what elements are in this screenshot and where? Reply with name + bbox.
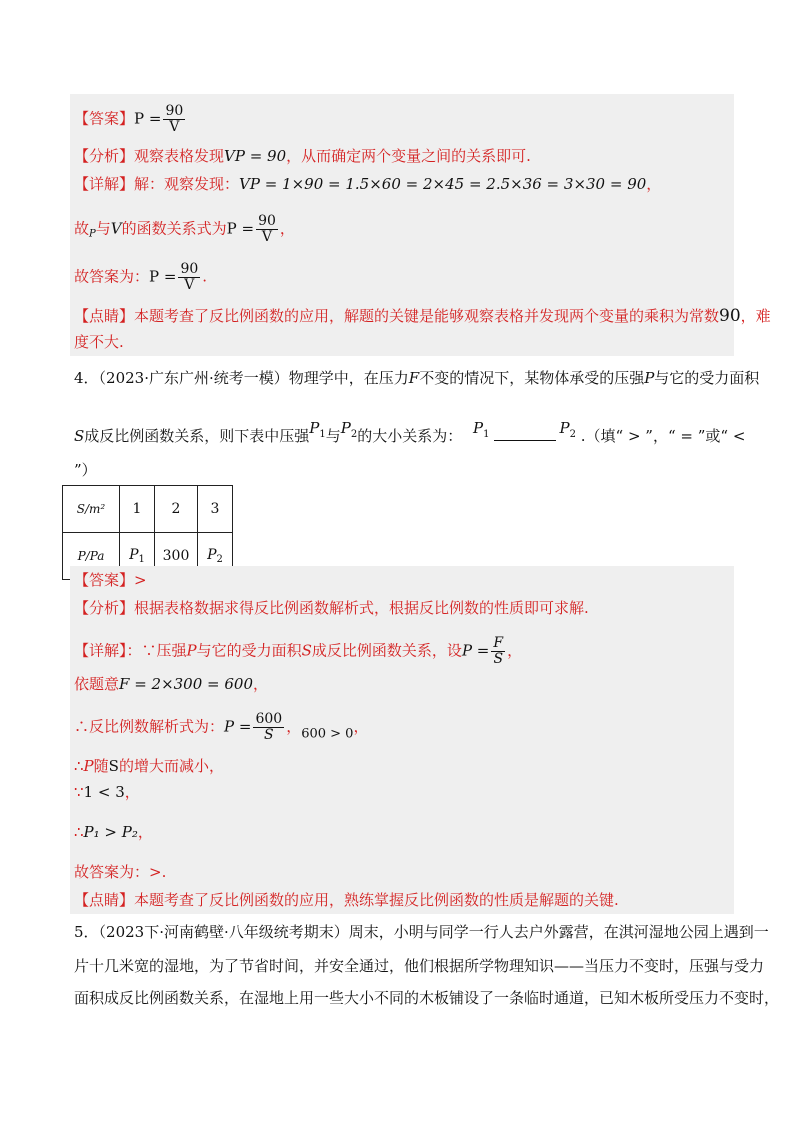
- var-p: P: [644, 369, 655, 387]
- comment-label: 【点睛】: [74, 891, 135, 909]
- text: 成反比例函数关系，设: [311, 641, 462, 660]
- text: 与它的受力面积: [196, 641, 302, 660]
- question-4-line-1: [74, 368, 759, 388]
- detail-line-4f: [74, 822, 153, 842]
- expr: 600 > 0: [301, 726, 354, 742]
- analysis-label: 【分析】: [74, 147, 135, 165]
- comment-label: 【点睛】: [74, 307, 135, 325]
- sub: 1: [319, 429, 326, 440]
- expr: F = 2×300 = 600: [119, 675, 254, 693]
- detail-end: ，: [646, 175, 662, 193]
- var-p2: P: [340, 419, 351, 437]
- detail-line-3c: [74, 262, 207, 293]
- var-p2: P: [559, 419, 570, 437]
- text: .（填“ > ”，“ = ”或“ <: [580, 427, 746, 445]
- detail-line-3b: [74, 214, 295, 245]
- comment-text-2: 度不大.: [74, 333, 124, 351]
- var-s: S: [108, 757, 119, 775]
- text: ，: [253, 675, 269, 693]
- text: 与: [325, 427, 341, 445]
- text: 依题意: [74, 675, 120, 693]
- table-cell: 300: [155, 533, 198, 580]
- detail-line-4b: [74, 674, 268, 694]
- text: 故答案为：: [74, 267, 150, 286]
- text: ，: [507, 641, 523, 660]
- fraction: $\frac{90}{V}$: [180, 261, 199, 293]
- answer-label: 【答案】: [74, 109, 135, 128]
- text: ∴: [74, 823, 84, 841]
- text: ∴: [74, 757, 84, 775]
- analysis-label: 【分析】: [74, 599, 135, 617]
- comment-num: 90: [719, 306, 741, 326]
- text: 与: [95, 219, 111, 238]
- detail-line-4e: [74, 782, 140, 802]
- detail-line-4c: [74, 712, 368, 745]
- expr: P =: [224, 717, 252, 736]
- text: ，: [124, 783, 140, 801]
- text: 5．（2023下·河南鹤壁·八年级统考期末）周末，小明与同学一行人去户外露营，在淇河湿地公园上遇到一: [74, 923, 769, 941]
- fraction: $\frac{F}{S}$: [493, 635, 504, 667]
- table-cell: 1: [120, 486, 155, 533]
- analysis-line-3: [74, 146, 531, 166]
- var-v: V: [110, 219, 122, 238]
- text: 随: [93, 757, 109, 775]
- detail-line-4g: [74, 862, 166, 882]
- text: ，: [353, 717, 369, 736]
- question-5-line-3: [74, 988, 779, 1008]
- table-cell: 2: [155, 486, 198, 533]
- text: 的大小关系为：: [357, 427, 463, 445]
- expr: P =: [461, 641, 490, 660]
- comment-line-4: [74, 890, 619, 910]
- var-p: P: [83, 757, 94, 775]
- text: ：∵压强: [126, 641, 187, 660]
- text: 的函数关系式为: [121, 219, 227, 238]
- text: ”）: [74, 461, 97, 479]
- table-row: [63, 486, 233, 533]
- comment-line-3b: [74, 332, 124, 352]
- var-p: P: [89, 228, 96, 240]
- var-s: S: [74, 427, 85, 445]
- answer-line-4: [74, 570, 147, 590]
- table-cell: $P_1$: [120, 533, 155, 580]
- expr: P =: [149, 267, 177, 286]
- text: ，: [279, 219, 295, 238]
- text: 不变的情况下，某物体承受的压强: [419, 369, 645, 387]
- answer-value: >: [134, 571, 147, 589]
- question-4-line-2: [74, 418, 745, 446]
- table-cell: S/m²: [63, 486, 120, 533]
- comment-line-3: [74, 306, 771, 326]
- text: .: [202, 267, 208, 286]
- text: 4．（2023·广东广州·统考一模）物理学中，在压力: [74, 369, 409, 387]
- detail-text: 解：观察发现：: [134, 175, 240, 193]
- table-cell: 3: [198, 486, 233, 533]
- analysis-expr: VP = 90: [224, 147, 287, 165]
- var-p: P: [186, 641, 197, 660]
- analysis-text-post: ，从而确定两个变量之间的关系即可.: [286, 147, 531, 165]
- var-s: S: [301, 641, 312, 660]
- answer-label: 【答案】: [74, 571, 135, 589]
- answer-blank[interactable]: [494, 426, 556, 441]
- question-5-line-2: [74, 956, 764, 976]
- answer-line-3: [74, 104, 187, 135]
- answer-expr: P =: [134, 109, 162, 128]
- detail-line-3: [74, 174, 661, 194]
- expr: P =: [226, 219, 255, 238]
- var-f: F: [408, 369, 420, 387]
- analysis-text: 观察表格发现: [134, 147, 225, 165]
- detail-label: 【详解】: [74, 175, 135, 193]
- comment-text-post: ，难: [740, 307, 771, 325]
- text: ∵: [74, 783, 84, 801]
- var-p1: P: [473, 419, 484, 437]
- comment-text: 本题考查了反比例函数的应用，解题的关键是能够观察表格并发现两个变量的乘积为常数: [134, 307, 720, 325]
- sub: 1: [483, 429, 490, 440]
- fraction: $\frac{90}{V}$: [258, 213, 276, 245]
- comment-text: 本题考查了反比例函数的应用，熟练掌握反比例函数的性质是解题的关键.: [134, 891, 619, 909]
- text: 与它的受力面积: [654, 369, 760, 387]
- analysis-text: 根据表格数据求得反比例函数解析式，根据反比例数的性质即可求解.: [134, 599, 589, 617]
- text: 片十几米宽的湿地，为了节省时间，并安全通过，他们根据所学物理知识——当压力不变时，压强与受力: [74, 957, 765, 975]
- detail-expr: VP = 1×90 = 1.5×60 = 2×45 = 2.5×36 = 3×30 = 90: [239, 175, 647, 193]
- sub: 2: [569, 429, 576, 440]
- question-5-line-1: [74, 922, 769, 942]
- fraction: $\frac{600}{S}$: [255, 711, 283, 743]
- text: 的增大而减小，: [118, 757, 224, 775]
- text: ，: [137, 823, 153, 841]
- text: 故: [74, 219, 90, 238]
- text: 面积成反比例函数关系，在湿地上用一些大小不同的木板铺设了一条临时通道，已知木板所受压力不变时，: [74, 989, 780, 1007]
- detail-label: 【详解】: [74, 641, 127, 660]
- table-cell: P/Pa: [63, 533, 120, 580]
- analysis-line-4: [74, 598, 589, 618]
- text: ∴反比例数解析式为：: [74, 717, 225, 736]
- text: 成反比例函数关系，则下表中压强: [84, 427, 310, 445]
- answer-fraction: $\frac{90}{V}$: [165, 103, 184, 135]
- detail-line-4d: [74, 756, 224, 776]
- detail-line-4: [74, 636, 522, 667]
- question-4-line-3: [74, 460, 97, 480]
- expr: P₁ > P₂: [83, 823, 138, 841]
- expr: 1 < 3: [83, 783, 125, 801]
- sub: 2: [350, 429, 358, 440]
- table-cell: $P_2$: [198, 533, 233, 580]
- text: ，: [286, 717, 302, 736]
- text: 故答案为：>.: [74, 863, 167, 881]
- var-p1: P: [309, 419, 320, 437]
